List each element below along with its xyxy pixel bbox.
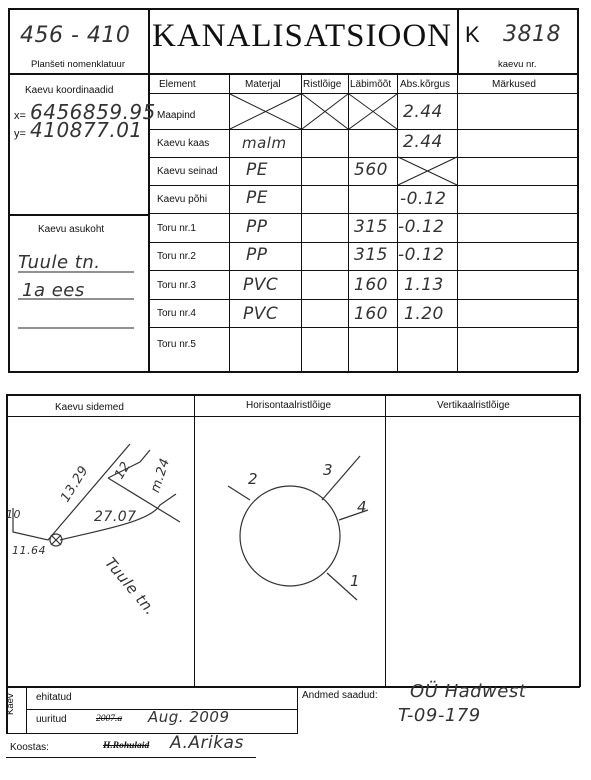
section-ties-title: Kaevu sidemed (55, 402, 124, 413)
row-elevation: 1.20 (404, 304, 444, 324)
row-diameter: 160 (354, 275, 388, 295)
location-label: Kaevu asukoht (38, 224, 105, 235)
row-elevation: 2.44 (403, 102, 443, 122)
sheet-number: 456 - 410 (20, 23, 131, 48)
row-material: PVC (243, 275, 279, 295)
location-line-1: Tuule tn. (18, 252, 101, 273)
sketch-street: Tuule tn. (101, 554, 160, 619)
section-horizontal-title: Horisontaalristlõige (246, 400, 332, 411)
row-material: malm (242, 134, 287, 152)
pipe-2 (228, 486, 250, 500)
well-circle (240, 486, 340, 586)
well-side-label: Kaev (5, 693, 16, 715)
compiled-value: A.Arikas (170, 733, 244, 753)
row-element: Toru nr.3 (157, 280, 196, 291)
compiled-old: H.Rohulaid (103, 741, 150, 751)
data-from-value: OÜ Hadwest (410, 681, 527, 702)
pipe-label-3: 3 (323, 461, 334, 479)
row-element: Toru nr.4 (157, 308, 196, 319)
row-elevation: -0.12 (398, 245, 445, 265)
row-element: Toru nr.5 (157, 339, 196, 350)
row-diameter: 315 (354, 217, 388, 237)
row-element: Kaevu seinad (157, 166, 218, 177)
location-line-2: 1a ees (22, 280, 85, 301)
row-elevation: -0.12 (398, 217, 445, 237)
well-number: 3818 (503, 22, 561, 47)
col-header-cross: Ristlõige (303, 79, 342, 90)
row-element: Toru nr.1 (157, 223, 196, 234)
col-header-notes: Märkused (492, 79, 536, 90)
sketch-dist-2: 27.07 (94, 509, 137, 525)
x-coordinate: 6456859.95 (30, 100, 156, 124)
row-material: PP (246, 245, 268, 265)
form-title: KANALISATSIOON (152, 18, 452, 54)
sketch-dist-3: 12 (112, 459, 135, 482)
col-header-elevation: Abs.kõrgus (400, 79, 451, 90)
row-material: PE (246, 160, 268, 180)
x-prefix: x= (14, 110, 26, 122)
surveyed-old: 2007.a (96, 714, 123, 724)
sketch-point-label: 10 (6, 508, 21, 521)
section-vertical-title: Vertikaalristlõige (437, 400, 510, 411)
row-material: PP (246, 217, 268, 237)
surveyed-value: Aug. 2009 (148, 708, 230, 726)
surveyed-label: uuritud (36, 714, 67, 725)
row-diameter: 560 (354, 160, 388, 180)
y-prefix: y= (14, 128, 26, 140)
row-elevation: 2.44 (403, 132, 443, 152)
row-elevation: -0.12 (400, 189, 447, 209)
col-header-diameter: Läbimõõt (350, 79, 392, 90)
col-header-material: Materjal (245, 79, 281, 90)
sketch-dist-1: 13.29 (58, 463, 92, 505)
col-header-element: Element (159, 79, 196, 90)
built-label: ehitatud (36, 692, 72, 703)
row-element: Toru nr.2 (157, 251, 196, 262)
sketch-house-label: m.24 (148, 456, 174, 495)
row-diameter: 160 (354, 304, 388, 324)
sketch-offset: 11.64 (12, 544, 46, 557)
row-material: PVC (243, 304, 279, 324)
row-elevation: 1.13 (404, 275, 444, 295)
pipe-label-4: 4 (357, 498, 368, 516)
row-element: Kaevu põhi (157, 194, 208, 205)
pipe-label-2: 2 (248, 470, 259, 488)
coordinates-label: Kaevu koordinaadid (25, 85, 114, 96)
k-prefix: K (465, 22, 480, 47)
row-element: Maapind (157, 110, 196, 121)
data-from-code: T-09-179 (398, 705, 481, 726)
compiled-label: Koostas: (10, 742, 49, 753)
row-diameter: 315 (354, 245, 388, 265)
well-label: kaevu nr. (498, 59, 537, 70)
pipe-label-1: 1 (350, 572, 361, 590)
row-material: PE (246, 188, 268, 208)
y-coordinate: 410877.01 (30, 118, 143, 142)
row-element: Kaevu kaas (157, 138, 210, 149)
data-from-label: Andmed saadud: (302, 690, 378, 701)
sheet-label: Planšeti nomenklatuur (31, 59, 125, 70)
